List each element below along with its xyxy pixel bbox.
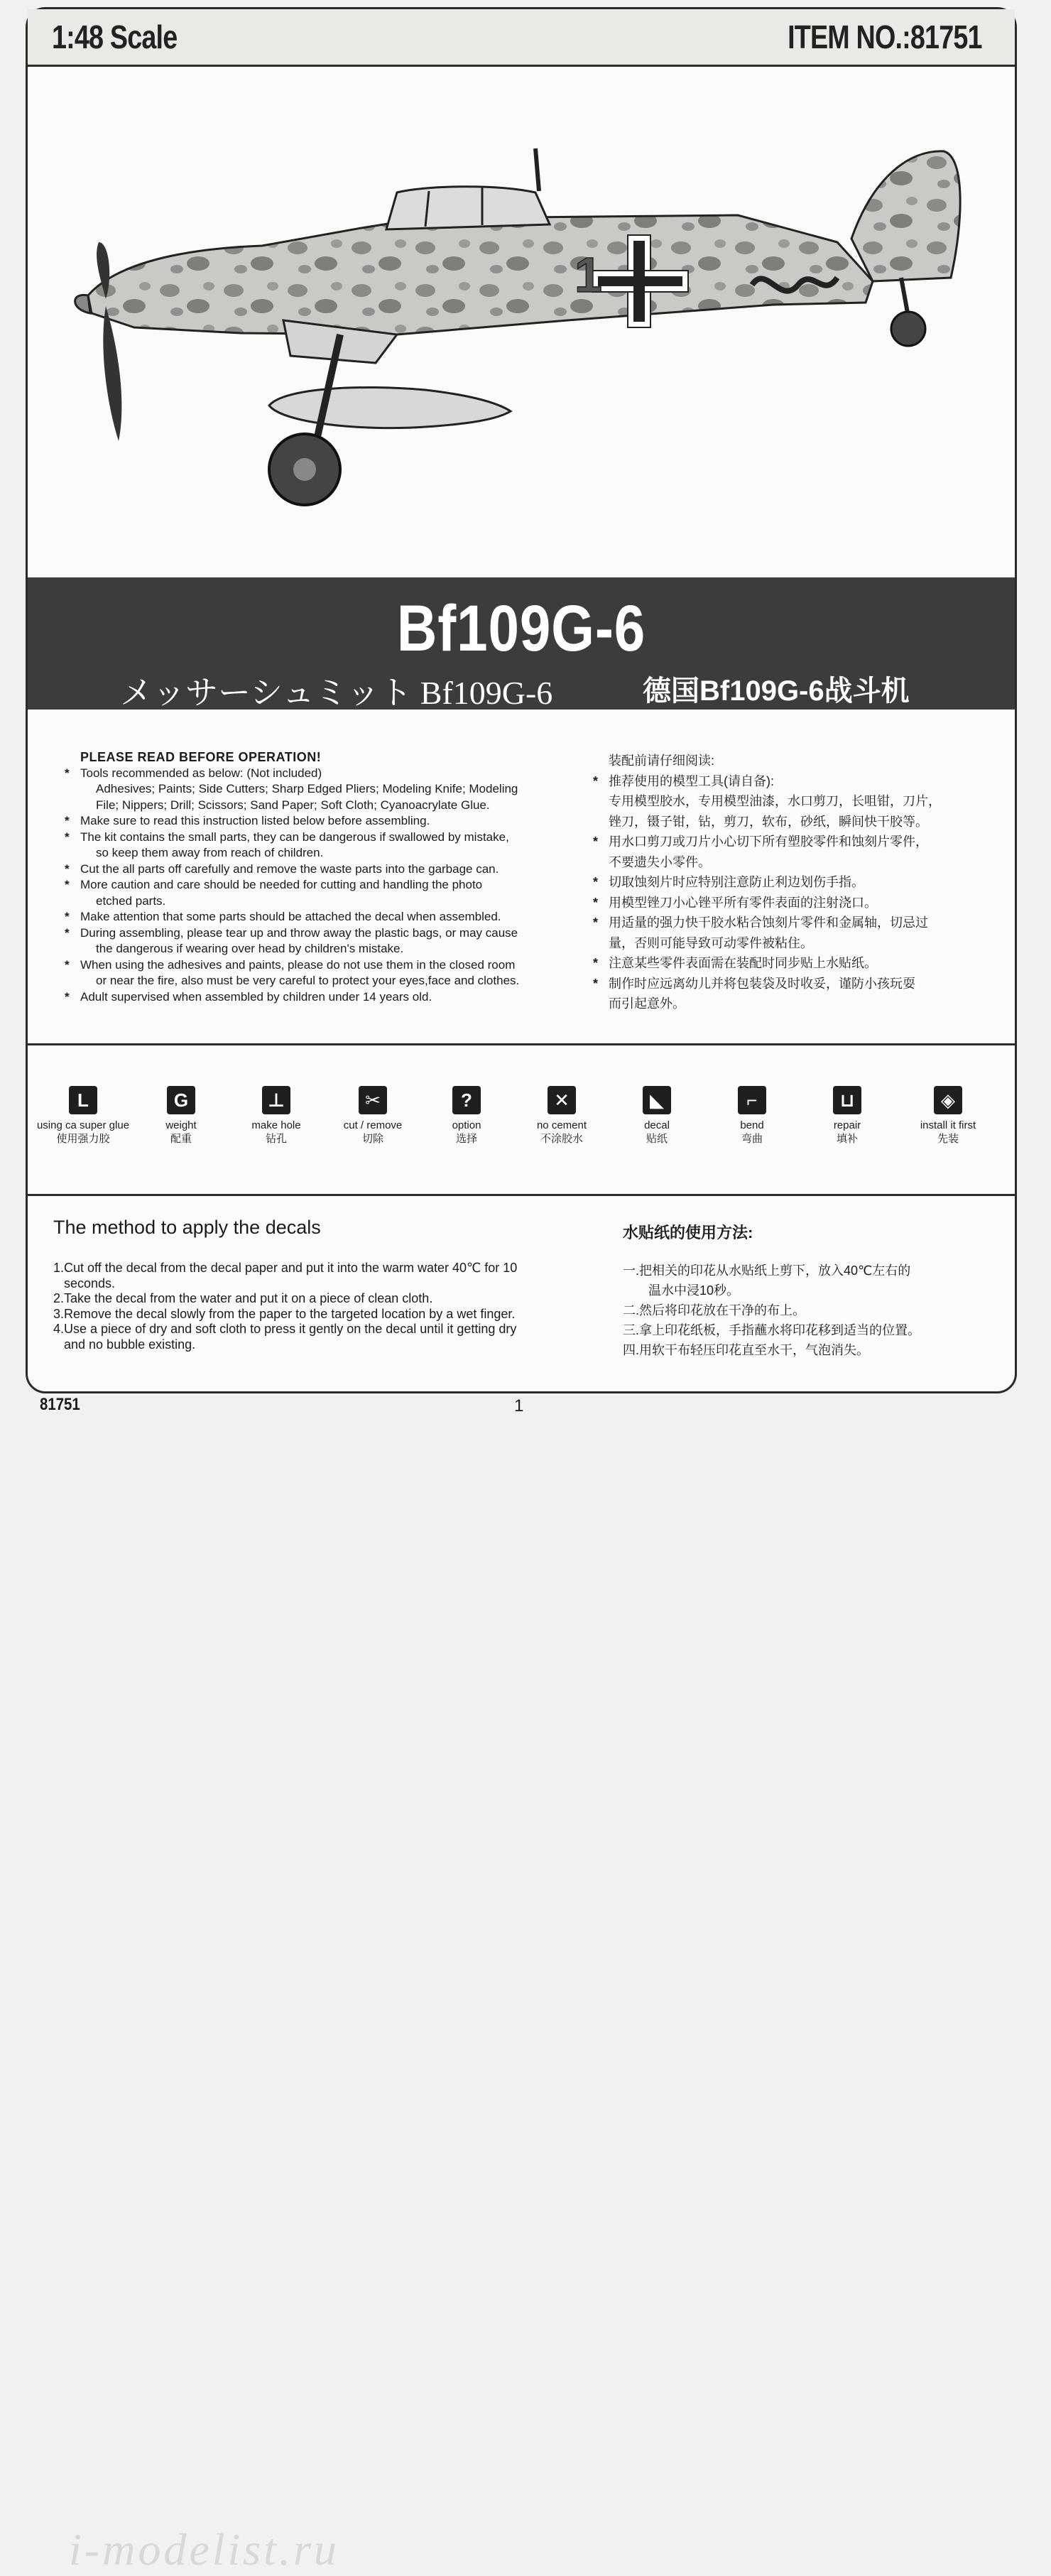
note-text: 用水口剪刀或刀片小心切下所有塑胶零件和蚀刻片零件， (609, 835, 928, 849)
note-continuation: or near the fire, also must be very careful to protect your eyes,face and clothes. (96, 974, 520, 987)
symbol-item (895, 1086, 1001, 1146)
symbol-item (699, 1086, 805, 1146)
note-continuation: the dangerous if wearing over head by children's mistake. (96, 942, 404, 955)
bend-icon: ⌐ (738, 1086, 766, 1114)
symbol-item (128, 1086, 234, 1146)
decal-step: 一.把相关的印花从水贴纸上剪下，放入40℃左右的 (623, 1263, 911, 1278)
symbol-label-en: repair (833, 1119, 861, 1131)
decal-steps-en (53, 1261, 621, 1352)
decal-step: 四.用软干布轻压印花直至水干，气泡消失。 (623, 1343, 869, 1357)
symbol-label-cn: 不涂胶水 (540, 1133, 583, 1145)
drill-icon: ⊥ (262, 1086, 290, 1114)
note-continuation: 专用模型胶水，专用模型油漆，水口剪刀，长咀钳，刀片， (609, 794, 941, 808)
bullet-star-icon: * (65, 830, 70, 844)
note-text: 切取蚀刻片时应特别注意防止利边划伤手指。 (609, 875, 864, 889)
watermark: i-modelist.ru (69, 2524, 339, 2575)
instruction-sheet (26, 7, 1017, 2575)
bullet-star-icon: * (593, 773, 599, 788)
note-text: Adult supervised when assembled by children under 14 years old. (80, 989, 432, 1004)
symbol-label-cn: 切除 (361, 1133, 383, 1145)
symbol-label-cn: 配重 (170, 1133, 192, 1145)
aircraft-illustration (28, 65, 1015, 583)
knife-icon: ✂ (359, 1086, 387, 1114)
notes-english (65, 749, 569, 1005)
note-text: 推荐使用的模型工具(请自备): (609, 773, 774, 788)
header-band (28, 9, 1015, 67)
canopy (386, 187, 550, 229)
symbol-item (413, 1086, 520, 1146)
decal-steps-cn (623, 1261, 992, 1360)
note-text: More caution and care should be needed for cutting and handling the photo (80, 878, 483, 891)
note-item (65, 830, 569, 846)
antenna-mast (535, 148, 539, 191)
page-number: 1 (514, 1396, 524, 1415)
note-continuation: 量，否则可能导致可动零件被粘住。 (609, 935, 813, 950)
note-item (65, 989, 569, 1006)
note-item (65, 766, 569, 782)
note-item (65, 925, 569, 942)
scale-label: 1:48 Scale (52, 18, 178, 55)
bullet-star-icon: * (65, 989, 70, 1004)
symbol-label-en: weight (165, 1119, 197, 1131)
decal-step-continuation: and no bubble existing. (64, 1337, 196, 1352)
symbol-label-cn: 钻孔 (265, 1133, 287, 1145)
bullet-star-icon: * (65, 925, 70, 940)
spinner (75, 295, 90, 313)
decal-step-continuation: 温水中浸10秒。 (648, 1283, 740, 1298)
note-continuation: Adhesives; Paints; Side Cutters; Sharp Edged Pliers; Modeling Knife; Modeling (96, 782, 518, 795)
note-text: During assembling, please tear up and throw away the plastic bags, or may cause (80, 925, 518, 940)
decal-step: 2.Take the decal from the water and put it on a piece of clean cloth. (53, 1291, 433, 1305)
note-item (593, 974, 991, 994)
symbol-label-en: option (452, 1119, 481, 1131)
safety-notes (28, 710, 1015, 1045)
decal-icon: ◣ (643, 1086, 671, 1114)
note-text: 制作时应远离幼儿并将包装袋及时收妥，谨防小孩玩耍 (609, 976, 915, 991)
bullet-star-icon: * (65, 878, 70, 891)
note-item (65, 957, 569, 974)
symbol-item (320, 1086, 426, 1146)
bullet-star-icon: * (65, 957, 70, 972)
note-item (593, 893, 991, 913)
note-item (593, 771, 991, 792)
symbol-label-en: no cement (536, 1119, 587, 1131)
note-continuation: etched parts. (96, 893, 166, 908)
symbol-label-cn: 先装 (937, 1133, 959, 1145)
symbol-label-cn: 填补 (836, 1133, 858, 1145)
note-continuation: so keep them away from reach of children. (96, 846, 324, 859)
decal-step: 二.然后将印花放在干净的布上。 (623, 1303, 805, 1317)
bullet-star-icon: * (65, 862, 70, 876)
notes-heading-en: PLEASE READ BEFORE OPERATION! (80, 750, 322, 764)
decal-step: 3.Remove the decal slowly from the paper to the targeted location by a wet finger. (53, 1306, 516, 1321)
note-item (593, 913, 991, 933)
symbol-label-en: using ca super glue (36, 1119, 130, 1131)
drop-tank (269, 387, 511, 428)
note-item (65, 862, 569, 878)
decal-step: 1.Cut off the decal from the decal paper and put it into the warm water 40℃ for 10 (53, 1261, 518, 1275)
bullet-star-icon: * (593, 835, 599, 849)
symbol-legend (28, 1043, 1015, 1196)
bullet-star-icon: * (65, 814, 70, 827)
question-icon: ? (452, 1086, 481, 1114)
install-first-icon: ◈ (934, 1086, 962, 1114)
bullet-star-icon: * (593, 875, 599, 889)
chinese-title: 德国Bf109G-6战斗机 (643, 675, 910, 707)
item-number: ITEM NO.:81751 (788, 18, 982, 55)
note-item (65, 877, 569, 893)
symbol-label-cn: 选择 (455, 1133, 477, 1145)
note-text: 用模型锉刀小心锉平所有零件表面的注射浇口。 (609, 895, 877, 910)
note-text: Make attention that some parts should be attached the decal when assembled. (80, 910, 501, 923)
symbol-item (223, 1086, 330, 1146)
footer-item-code: 81751 (40, 1395, 80, 1414)
bullet-star-icon: * (593, 956, 599, 970)
notes-chinese (593, 751, 991, 1014)
note-continuation: 而引起意外。 (609, 996, 685, 1011)
fuselage (88, 215, 873, 335)
title-band (28, 577, 1015, 710)
symbol-label-en: decal (644, 1119, 670, 1131)
symbol-label-en: bend (740, 1119, 764, 1131)
note-text: Cut the all parts off carefully and remove the waste parts into the garbage can. (80, 862, 499, 876)
note-text: 用适量的强力快干胶水粘合蚀刻片零件和金属轴，切忌过 (609, 915, 928, 930)
bullet-star-icon: * (593, 895, 599, 910)
note-text: Tools recommended as below: (Not included) (80, 766, 322, 780)
decal-step: 三.拿上印花纸板，手指蘸水将印花移到适当的位置。 (623, 1323, 920, 1337)
symbol-label-cn: 贴纸 (646, 1133, 668, 1145)
note-continuation: File; Nippers; Drill; Scissors; Sand Paper; Soft Cloth; Cyanoacrylate Glue. (96, 798, 490, 812)
notes-heading-cn: 装配前请仔细阅读: (609, 754, 715, 768)
decal-title-cn: 水贴纸的使用方法: (623, 1224, 753, 1241)
note-text: The kit contains the small parts, they can be dangerous if swallowed by mistake, (80, 830, 509, 844)
note-text: Make sure to read this instruction listed below before assembling. (80, 814, 430, 827)
note-item (65, 813, 569, 830)
note-text: 注意某些零件表面需在装配时同步贴上水贴纸。 (609, 956, 877, 970)
repair-icon: ⊔ (833, 1086, 861, 1114)
note-continuation: 不要遗失小零件。 (609, 854, 711, 869)
note-item (65, 909, 569, 925)
note-item (593, 872, 991, 893)
symbol-item (794, 1086, 900, 1146)
symbol-item (508, 1086, 615, 1146)
bullet-star-icon: * (65, 910, 70, 923)
symbol-label-cn: 使用强力胶 (56, 1133, 110, 1145)
note-continuation: 锉刀，镊子钳，钻，剪刀，软布，砂纸，瞬间快干胶等。 (609, 814, 928, 829)
symbol-item (30, 1086, 136, 1146)
bullet-star-icon: * (593, 915, 599, 930)
propeller-blade-bottom (103, 306, 121, 441)
glue-bottle-icon: L (69, 1086, 97, 1114)
bullet-star-icon: * (593, 976, 599, 991)
symbol-label-en: install it first (920, 1119, 976, 1131)
japanese-title: メッサーシュミット Bf109G-6 (120, 675, 553, 711)
no-cement-icon: ✕ (548, 1086, 576, 1114)
symbol-label-cn: 弯曲 (741, 1133, 763, 1145)
bullet-star-icon: * (65, 766, 70, 780)
decal-step-continuation: seconds. (64, 1276, 116, 1290)
tail-fin (851, 151, 960, 281)
decal-title-en: The method to apply the decals (53, 1217, 321, 1238)
symbol-item (604, 1086, 710, 1146)
weight-icon: G (167, 1086, 195, 1114)
model-title: Bf109G-6 (396, 592, 646, 665)
decal-step: 4.Use a piece of dry and soft cloth to press it gently on the decal until it getting dry (53, 1322, 517, 1336)
bf109-profile-drawing (28, 65, 1019, 583)
fuselage-number: 1 (574, 247, 602, 303)
symbol-label-en: cut / remove (343, 1119, 403, 1131)
note-item (593, 953, 991, 974)
note-text: When using the adhesives and paints, please do not use them in the closed room (80, 957, 516, 972)
symbol-label-en: make hole (251, 1119, 301, 1131)
tail-wheel (891, 312, 925, 346)
note-item (593, 832, 991, 852)
